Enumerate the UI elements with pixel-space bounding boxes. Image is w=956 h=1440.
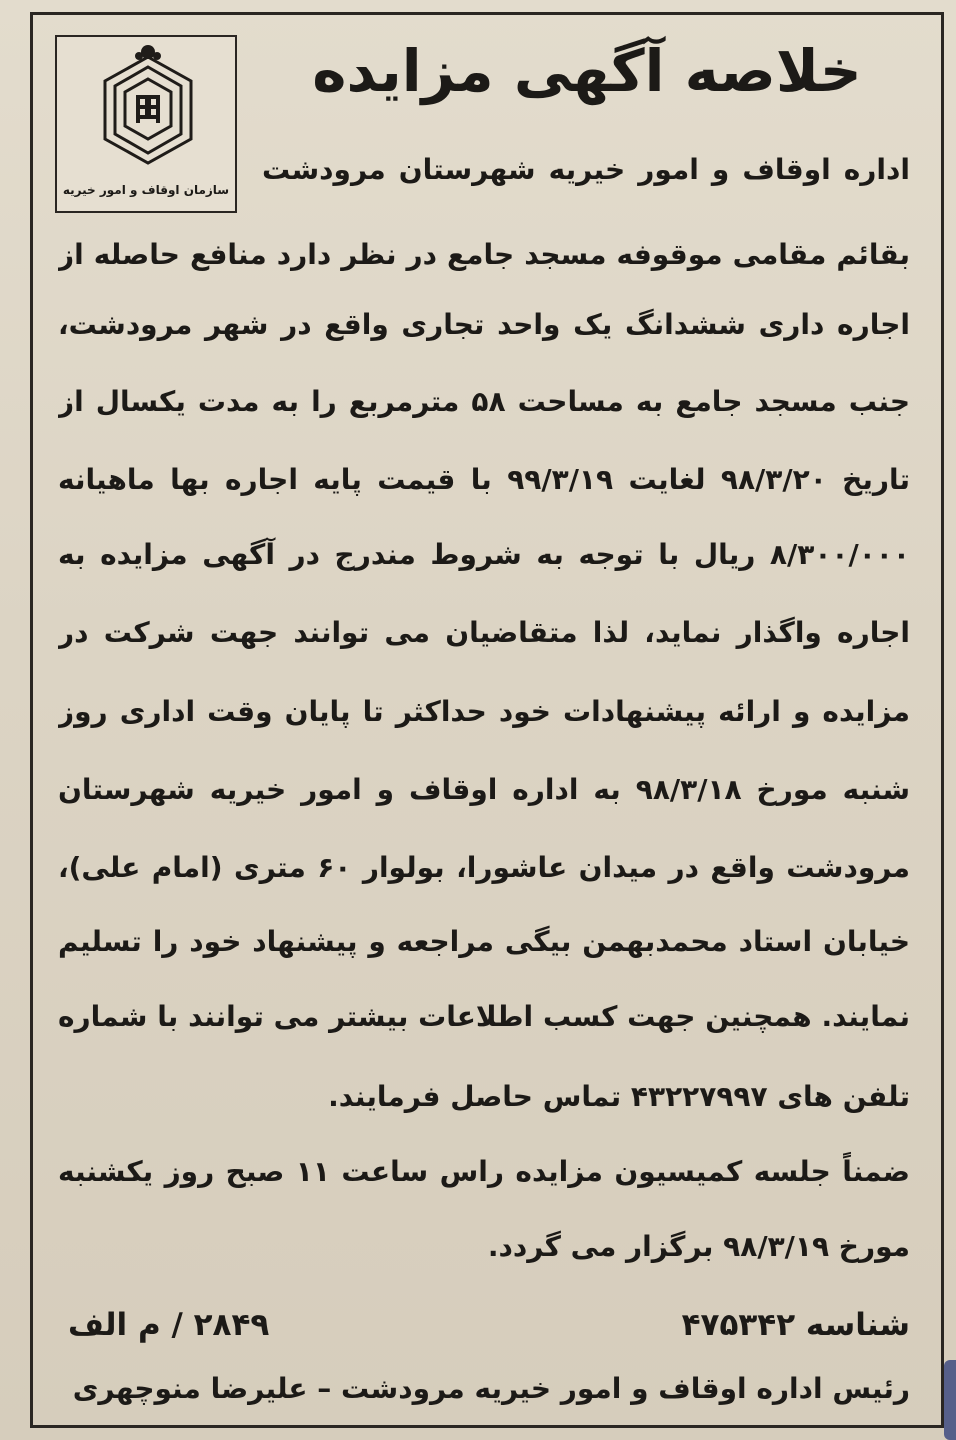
edge-blue-mark (944, 1360, 956, 1440)
body-line: ضمناً جلسه کمیسیون مزایده راس ساعت ۱۱ صبح روز یکشنبه (58, 1155, 910, 1188)
body-line: ۸/۳۰۰/۰۰۰ ریال با توجه به شروط مندرج در آگهی مزایده به (58, 538, 910, 571)
body-line: اجاره واگذار نماید، لذا متقاضیان می توانند جهت شرکت در (58, 616, 910, 649)
body-line: اداره اوقاف و امور خیریه شهرستان مرودشت (262, 153, 910, 186)
ad-code: ۲۸۴۹ / م الف (68, 1307, 270, 1343)
body-line: شنبه مورخ ۹۸/۳/۱۸ به اداره اوقاف و امور خیریه شهرستان (58, 773, 910, 806)
logo-caption: سازمان اوقاف و امور خیریه (62, 183, 230, 197)
body-line: بقائم مقامی موقوفه مسجد جامع در نظر دارد منافع حاصله از (58, 238, 910, 271)
body-line: نمایند. همچنین جهت کسب اطلاعات بیشتر می توانند با شماره (58, 1000, 910, 1033)
body-line: خیابان استاد محمدبهمن بیگی مراجعه و پیشنهاد خود را تسلیم (58, 925, 910, 958)
body-line: تلفن های ۴۳۲۲۷۹۹۷ تماس حاصل فرمایند. (328, 1080, 910, 1113)
body-line: مزایده و ارائه پیشنهادات خود حداکثر تا پایان وقت اداری روز (58, 695, 910, 728)
body-line: اجاره داری ششدانگ یک واحد تجاری واقع در شهر مرودشت، (58, 308, 910, 341)
endowment-logo-icon (95, 43, 201, 171)
ad-id-number: شناسه ۴۷۵۳۴۲ (681, 1307, 910, 1343)
body-line: مورخ ۹۸/۳/۱۹ برگزار می گردد. (487, 1230, 910, 1263)
logo-box (55, 35, 237, 213)
signature-line: رئیس اداره اوقاف و امور خیریه مرودشت – علیرضا منوچهری (72, 1372, 910, 1405)
body-line: مرودشت واقع در میدان عاشورا، بولوار ۶۰ متری (امام علی)، (58, 851, 910, 884)
body-line: تاریخ ۹۸/۳/۲۰ لغایت ۹۹/۳/۱۹ با قیمت پایه اجاره بها ماهیانه (58, 463, 910, 496)
body-line: جنب مسجد جامع به مساحت ۵۸ مترمربع را به مدت یکسال از (58, 385, 910, 418)
ad-title: خلاصه آگهی مزایده (312, 37, 862, 105)
